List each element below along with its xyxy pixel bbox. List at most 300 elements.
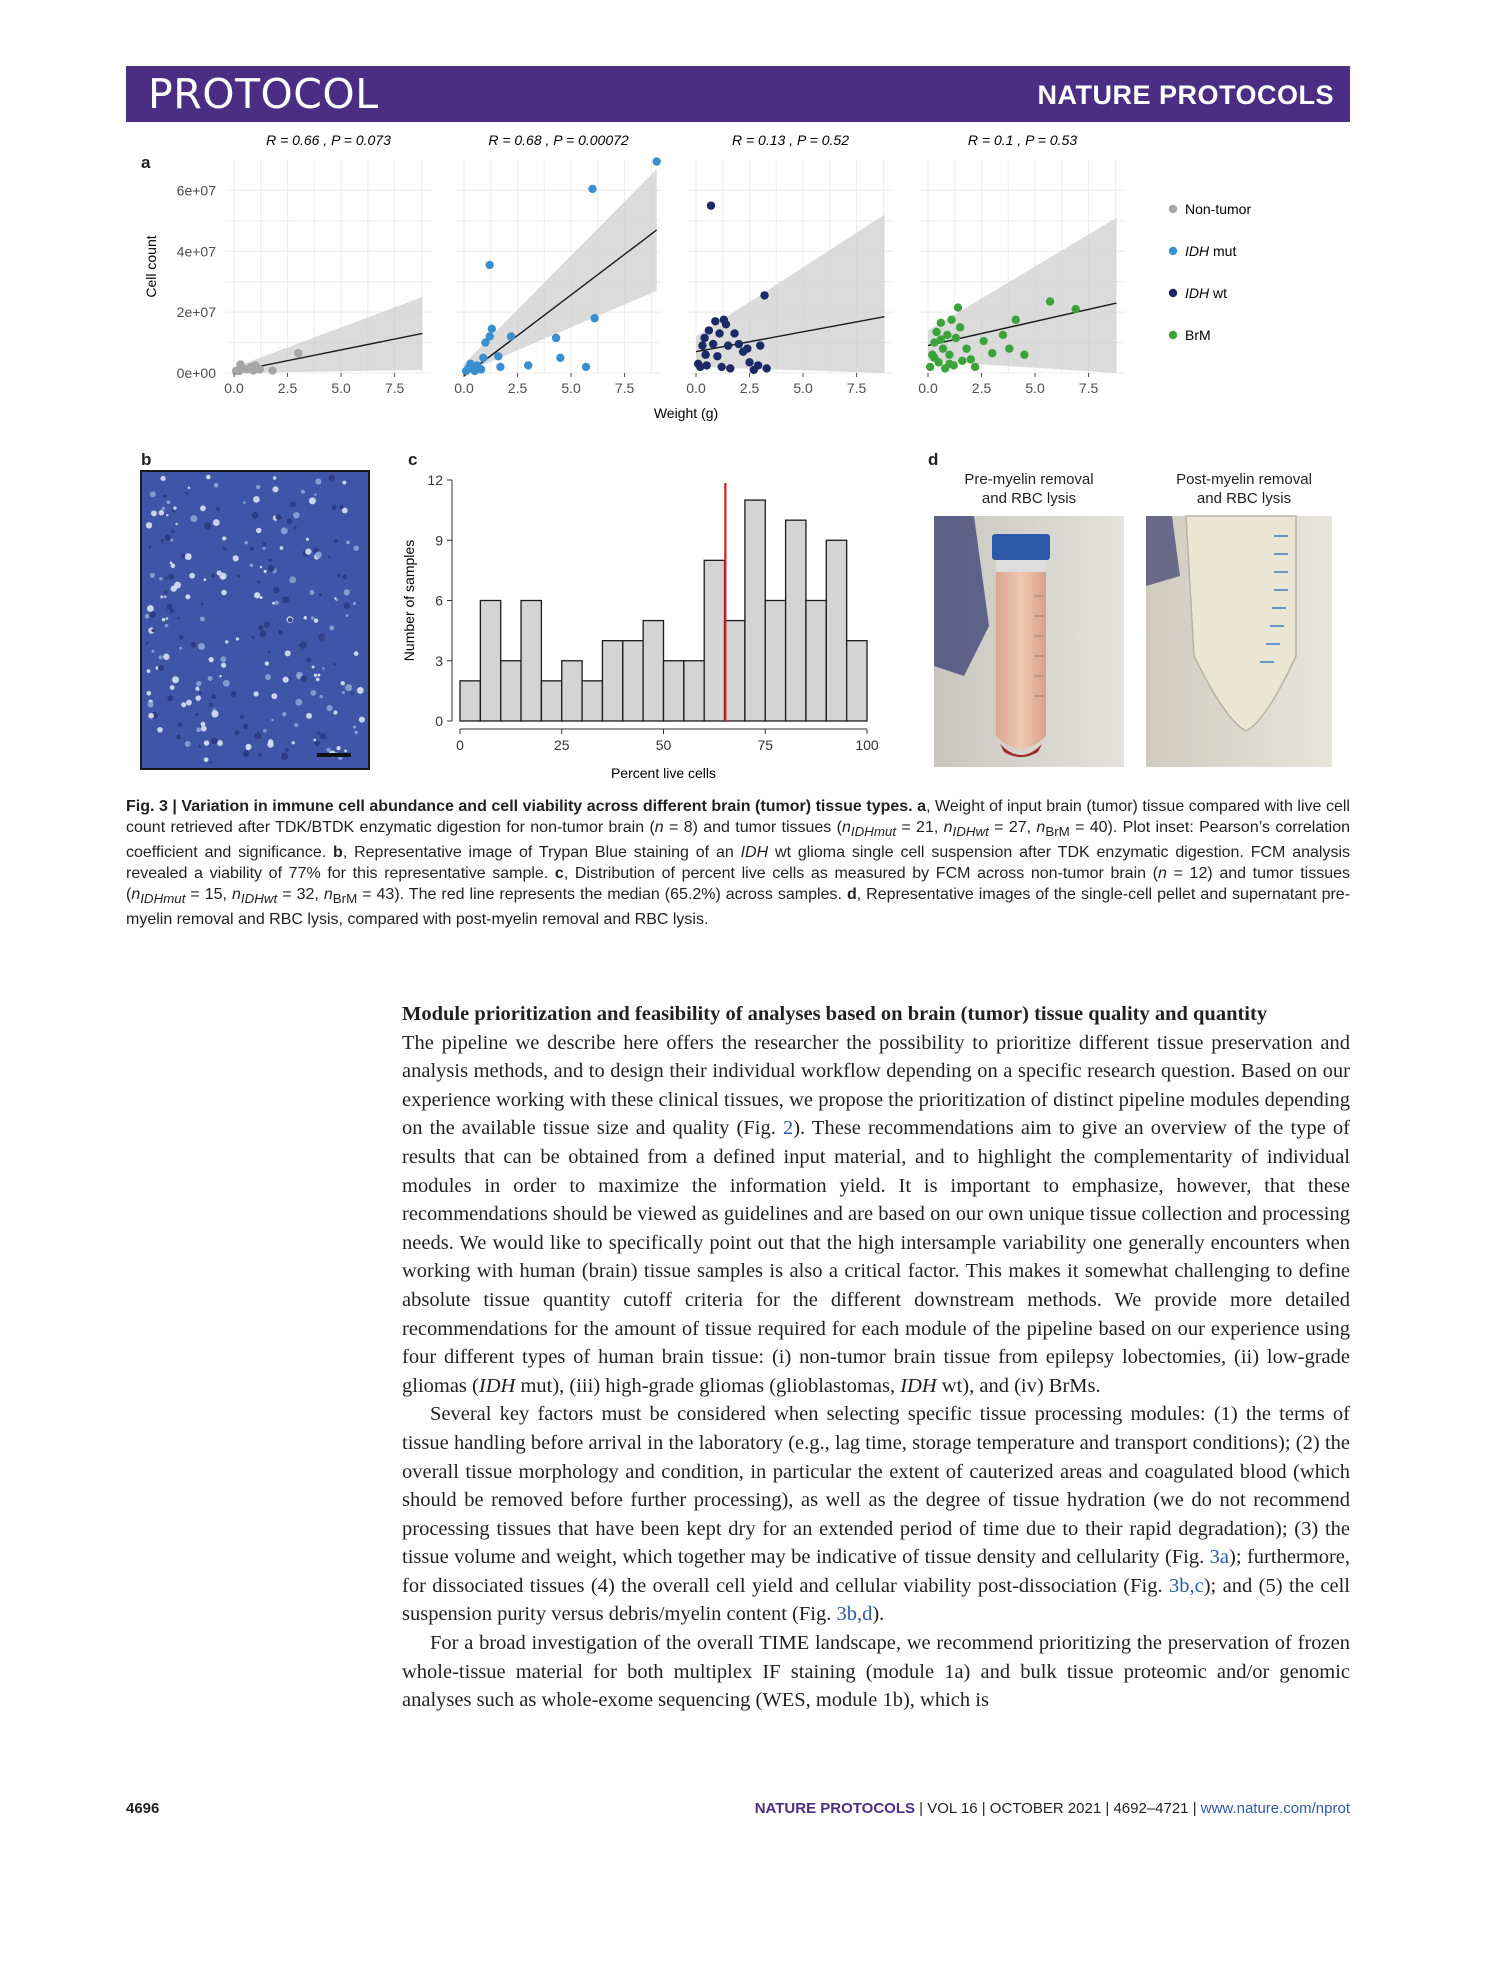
cell	[328, 474, 334, 480]
histogram-bar	[643, 621, 663, 721]
legend-label	[1185, 285, 1227, 301]
data-point	[926, 363, 934, 371]
cell	[334, 539, 338, 543]
cell	[151, 650, 154, 653]
histogram-bar	[745, 500, 765, 721]
cell	[233, 555, 239, 561]
cell	[272, 602, 275, 605]
cell	[343, 602, 350, 609]
cell	[253, 496, 260, 503]
cell	[320, 695, 324, 699]
caption-c-text: , Distribution of percent live cells as measured by FCM across non-tumor brain (	[563, 865, 1159, 883]
cell	[265, 674, 271, 680]
y-tick-label: 3	[435, 652, 443, 669]
cell	[295, 699, 302, 706]
x-tick-label: 50	[655, 737, 672, 753]
cell	[306, 713, 312, 719]
cell	[285, 650, 291, 656]
cell	[333, 710, 337, 714]
cell	[166, 617, 169, 620]
paragraph-2	[402, 1400, 1350, 1629]
cell	[273, 587, 279, 593]
data-point	[552, 334, 560, 342]
cell	[190, 515, 197, 522]
cell	[201, 726, 207, 732]
cell	[203, 578, 206, 581]
cell	[159, 577, 163, 581]
p1-text-a: The pipeline we describe here offers the researcher the possibility to prioritize different tissue preservation and analysis methods, and to design their individual workflow depending on a specific research question. Based on our experience working with these clinical tissues, we propose the prioritization of distinct pipeline modules depending on the available tissue size and quality (Fig.	[402, 1031, 1350, 1140]
x-tick-label: 5.0	[561, 380, 581, 396]
cell	[168, 573, 174, 579]
cell	[268, 559, 271, 562]
cell	[221, 663, 226, 668]
cell	[172, 676, 179, 683]
cell	[357, 687, 364, 694]
p2-text-b: ); furthermore, for dissociated tissues (4) the overall cell yield and cellular viability post-dissociation (Fig.	[402, 1546, 1350, 1597]
cell	[315, 478, 321, 484]
data-point	[954, 303, 962, 311]
data-point	[1072, 305, 1080, 313]
caption-n-idhmut: $n_{IDHmut}$	[841, 819, 897, 840]
cell	[271, 693, 277, 699]
cell	[303, 616, 307, 620]
y-axis-label: Cell count	[143, 235, 159, 298]
cell	[354, 731, 357, 734]
cell	[256, 528, 261, 533]
histogram-bar	[602, 641, 622, 721]
histogram-bar	[460, 681, 480, 721]
cell	[214, 483, 219, 488]
cell	[223, 547, 227, 551]
cell	[151, 510, 157, 516]
cell	[235, 730, 240, 735]
cell	[263, 542, 267, 546]
cell	[220, 656, 226, 662]
data-point	[556, 354, 564, 362]
legend-italic: IDH	[1185, 285, 1210, 301]
x-axis-label: Percent live cells	[610, 765, 717, 781]
cell	[171, 529, 175, 533]
cell	[305, 549, 311, 555]
histogram-bar	[664, 661, 684, 721]
cell	[219, 675, 222, 678]
cell	[157, 727, 163, 733]
cell	[225, 640, 228, 643]
legend-label	[1185, 243, 1236, 259]
facet-non-tumor	[224, 132, 431, 396]
cell	[275, 601, 279, 605]
histogram-bar	[562, 661, 582, 721]
data-point	[967, 355, 975, 363]
fig-ref-2[interactable]: 2	[782, 1117, 794, 1140]
cell	[345, 684, 352, 691]
cell	[312, 666, 315, 669]
footer-journal: NATURE PROTOCOLS	[754, 1800, 915, 1817]
histogram-bar	[704, 560, 724, 721]
cell	[290, 677, 292, 679]
cell	[165, 535, 171, 541]
cell	[151, 629, 155, 633]
trypan-blue-image	[141, 471, 369, 769]
cell	[251, 636, 254, 639]
data-point	[745, 358, 753, 366]
cell	[257, 580, 260, 583]
scale-bar	[317, 753, 351, 757]
caption-idh: IDH	[740, 844, 769, 862]
cell	[159, 510, 164, 515]
cell	[243, 750, 250, 757]
cell	[171, 564, 175, 568]
pre-label-line2: and RBC lysis	[981, 490, 1077, 507]
cell	[294, 526, 297, 529]
x-tick-label: 0.0	[224, 380, 244, 396]
data-point	[1046, 297, 1054, 305]
correlation-stat: R = 0.68 , P = 0.00072	[488, 132, 629, 148]
cell	[271, 719, 274, 722]
data-point	[496, 363, 504, 371]
cell	[309, 590, 314, 595]
cell	[204, 757, 209, 762]
data-point	[979, 337, 987, 345]
cell	[314, 674, 317, 677]
facet-brm	[918, 132, 1125, 396]
cell	[199, 691, 202, 694]
cell	[196, 728, 201, 733]
panel-c-letter: c	[408, 450, 418, 469]
cell	[314, 618, 319, 623]
cell	[148, 713, 154, 719]
cell	[162, 507, 165, 510]
cell	[170, 685, 175, 690]
caption-c-text3: = 15,	[185, 886, 233, 904]
cell	[344, 589, 350, 595]
cell	[174, 582, 181, 589]
legend-italic: IDH	[1185, 243, 1210, 259]
post-myelin-label	[1146, 470, 1342, 508]
correlation-stat: R = 0.1 , P = 0.53	[967, 132, 1078, 148]
data-point	[700, 334, 708, 342]
data-point	[1012, 316, 1020, 324]
fig-ref-3bc[interactable]: 3b,c	[1168, 1574, 1204, 1597]
cell	[275, 514, 281, 520]
data-point	[590, 314, 598, 322]
data-point	[235, 367, 243, 375]
data-point	[713, 352, 721, 360]
cell	[211, 737, 218, 744]
caption-b-letter: b	[333, 844, 343, 862]
cell	[148, 546, 151, 549]
cell	[236, 637, 239, 640]
x-tick-label: 7.5	[384, 380, 405, 396]
histogram-chart	[400, 465, 900, 790]
cell	[163, 654, 169, 660]
caption-a-text5: = 40). Plot inset: Pearson’s correlation coefficient and significance.	[126, 819, 1351, 862]
cell	[260, 566, 263, 569]
cell	[244, 541, 247, 544]
cell	[150, 612, 156, 618]
fig-ref-3a[interactable]: 3a	[1209, 1546, 1230, 1569]
data-point	[701, 351, 709, 359]
y-tick-label: 6e+07	[176, 182, 216, 199]
cell	[160, 595, 163, 598]
correlation-stat: R = 0.66 , P = 0.073	[266, 132, 391, 148]
caption-a-text2: = 8) and tumor tissues (	[663, 819, 842, 836]
caption-n-idhwt2: $n_{IDHwt}$	[232, 886, 278, 907]
p1-text-c: mut), (iii) high-grade gliomas (glioblastomas,	[515, 1374, 901, 1397]
x-tick-label: 5.0	[331, 380, 351, 396]
cell	[195, 687, 199, 691]
histogram-bar	[501, 661, 521, 721]
cell	[164, 591, 167, 594]
cell	[221, 590, 227, 596]
cell	[346, 614, 349, 617]
cell	[256, 485, 260, 489]
cell	[272, 486, 278, 492]
legend-marker	[1169, 205, 1177, 213]
cell	[147, 691, 152, 696]
cell	[186, 700, 192, 706]
data-point	[932, 328, 940, 336]
legend-label: BrM	[1185, 327, 1211, 343]
fig-ref-3bd[interactable]: 3b,d	[836, 1603, 873, 1626]
cell	[306, 538, 309, 541]
histogram-bar	[765, 601, 785, 722]
y-tick-label: 0e+00	[176, 365, 216, 381]
cell	[198, 745, 201, 748]
cell	[146, 522, 152, 528]
data-point	[956, 323, 964, 331]
footer-volume: | VOL 16 | OCTOBER 2021 | 4692–4721 |	[915, 1800, 1201, 1817]
cell	[309, 497, 316, 504]
y-axis-label: Number of samples	[401, 539, 417, 662]
cell	[166, 604, 172, 610]
cell	[200, 617, 205, 622]
cell	[240, 715, 245, 720]
cell	[258, 753, 262, 757]
cell	[179, 635, 184, 640]
histogram-bar	[521, 601, 541, 722]
post-label-line2: and RBC lysis	[1196, 490, 1292, 507]
x-tick-label: 7.5	[1078, 380, 1099, 396]
cell	[253, 691, 258, 696]
y-tick-label: 12	[427, 472, 443, 488]
cell	[223, 680, 230, 687]
cell	[200, 603, 203, 606]
cell	[328, 556, 330, 558]
cell	[165, 576, 168, 579]
x-tick-label: 5.0	[1025, 380, 1045, 396]
cell	[252, 512, 259, 519]
x-tick-label: 2.5	[971, 380, 992, 396]
data-point	[653, 157, 661, 165]
cell	[204, 522, 211, 529]
cell	[329, 625, 334, 630]
cell	[181, 553, 186, 558]
x-tick-label: 0.0	[454, 380, 474, 396]
x-tick-label: 0	[456, 737, 464, 753]
cell	[281, 753, 288, 760]
legend-marker	[1169, 289, 1177, 297]
cell	[159, 655, 163, 659]
data-point	[724, 341, 732, 349]
p1-text-d: wt), and (iv) BrMs.	[936, 1374, 1101, 1397]
cell	[165, 624, 169, 628]
data-point	[711, 317, 719, 325]
y-tick-label: 0	[435, 713, 443, 729]
cell	[209, 761, 211, 763]
cell	[264, 621, 270, 627]
cell	[167, 500, 171, 504]
cell	[161, 539, 164, 542]
cell	[286, 518, 292, 524]
data-point	[930, 354, 938, 362]
cell	[319, 593, 322, 596]
cell	[260, 631, 267, 638]
cell	[268, 565, 275, 572]
cell	[300, 675, 307, 682]
caption-n-idhwt: $n_{IDHwt}$	[943, 819, 989, 840]
x-tick-label: 2.5	[277, 380, 298, 396]
cell	[336, 746, 340, 750]
cell	[289, 576, 296, 583]
caption-c-text5: = 43). The red line represents the median (65.2%) across samples.	[357, 886, 847, 904]
x-tick-label: 25	[553, 737, 570, 753]
data-point	[703, 361, 711, 369]
pre-myelin-photo	[934, 516, 1124, 767]
data-point	[945, 360, 953, 368]
cell	[316, 678, 320, 682]
cell	[188, 486, 191, 489]
cell	[185, 741, 191, 747]
cell	[148, 702, 154, 708]
cell	[278, 630, 283, 635]
cell	[282, 712, 287, 717]
cell	[147, 605, 154, 612]
histogram-bar	[826, 540, 846, 721]
cell	[258, 625, 263, 630]
cell	[246, 746, 250, 750]
cell	[206, 475, 211, 480]
cell	[243, 724, 248, 729]
data-point	[962, 344, 970, 352]
cell	[292, 741, 295, 744]
cell	[268, 650, 271, 653]
cell	[359, 717, 365, 723]
paragraph-3: For a broad investigation of the overall TIME landscape, we recommend prioritizing the preservation of frozen whole-tissue material for both multiplex IF staining (module 1a) and bulk tissue proteomic and/or genomic analyses such as whole-exome sequencing (WES, module 1b), which is	[402, 1632, 1350, 1712]
panel-d-letter: d	[928, 450, 939, 469]
x-tick-label: 75	[757, 737, 774, 753]
data-point	[756, 341, 764, 349]
data-point	[735, 340, 743, 348]
x-tick-label: 2.5	[507, 380, 528, 396]
x-tick-label: 0.0	[686, 380, 706, 396]
cell	[282, 596, 289, 603]
legend-marker	[1169, 247, 1177, 255]
cell	[264, 570, 267, 573]
cell	[217, 740, 223, 746]
data-point	[958, 357, 966, 365]
cell	[285, 748, 289, 752]
cell	[346, 541, 350, 545]
legend-rest: wt	[1209, 285, 1228, 301]
cell	[195, 695, 201, 701]
data-point	[294, 349, 302, 357]
data-point	[715, 329, 723, 337]
cell	[177, 617, 180, 620]
data-point	[743, 344, 751, 352]
data-point	[952, 334, 960, 342]
cell	[179, 647, 182, 650]
cell	[158, 665, 164, 671]
cell	[181, 702, 186, 707]
cell	[173, 506, 176, 509]
cell	[189, 573, 195, 579]
cell	[353, 602, 356, 605]
data-point	[524, 361, 532, 369]
cell	[211, 710, 218, 717]
cell	[342, 508, 348, 514]
data-point	[494, 352, 502, 360]
facet-idh-mut	[454, 132, 661, 396]
cell	[222, 536, 226, 540]
cell	[311, 616, 315, 620]
correlation-stat: R = 0.13 , P = 0.52	[731, 132, 850, 148]
caption-n-brm: n	[1036, 819, 1046, 836]
cell	[310, 690, 316, 696]
cell	[265, 661, 269, 665]
data-point	[945, 351, 953, 359]
data-point	[255, 365, 263, 373]
cell	[150, 491, 156, 497]
caption-n: n	[654, 819, 664, 836]
section-heading: Module prioritization and feasibility of analyses based on brain (tumor) tissue quality and quantity	[402, 1003, 1268, 1025]
caption-title: Fig. 3 | Variation in immune cell abundance and cell viability across different brain (tumor) tissue types.	[126, 798, 913, 815]
data-point	[717, 363, 725, 371]
cell	[200, 506, 206, 512]
cell	[162, 618, 166, 622]
p1-idh-1: IDH	[478, 1374, 516, 1397]
caption-c-text2: = 12) and tumor tissues (	[126, 865, 1351, 904]
data-point	[988, 349, 996, 357]
cell	[201, 722, 206, 727]
x-tick-label: 7.5	[614, 380, 635, 396]
caption-b-text2: wt glioma single cell suspension after TDK enzymatic digestion. FCM analysis revealed a viability of 77% for this representative sample.	[126, 844, 1351, 883]
cell	[213, 519, 220, 526]
cell	[167, 695, 173, 701]
y-tick-label: 6	[435, 592, 443, 609]
data-point	[479, 354, 487, 362]
cell	[306, 658, 311, 663]
data-point	[762, 364, 770, 372]
cell	[354, 651, 359, 656]
cell	[342, 691, 345, 694]
data-point	[726, 364, 734, 372]
cell	[283, 677, 289, 683]
data-point	[582, 363, 590, 371]
cell	[294, 723, 298, 727]
cell	[326, 748, 330, 752]
section-label: PROTOCOL	[148, 70, 379, 118]
footer-citation	[755, 1800, 1350, 1817]
cell	[344, 749, 347, 752]
cell	[273, 476, 276, 479]
data-point	[1020, 351, 1028, 359]
footer-url[interactable]: www.nature.com/nprot	[1200, 1800, 1350, 1817]
cell	[293, 512, 300, 519]
cell	[351, 692, 354, 695]
cell	[254, 732, 261, 739]
cell	[281, 527, 288, 534]
